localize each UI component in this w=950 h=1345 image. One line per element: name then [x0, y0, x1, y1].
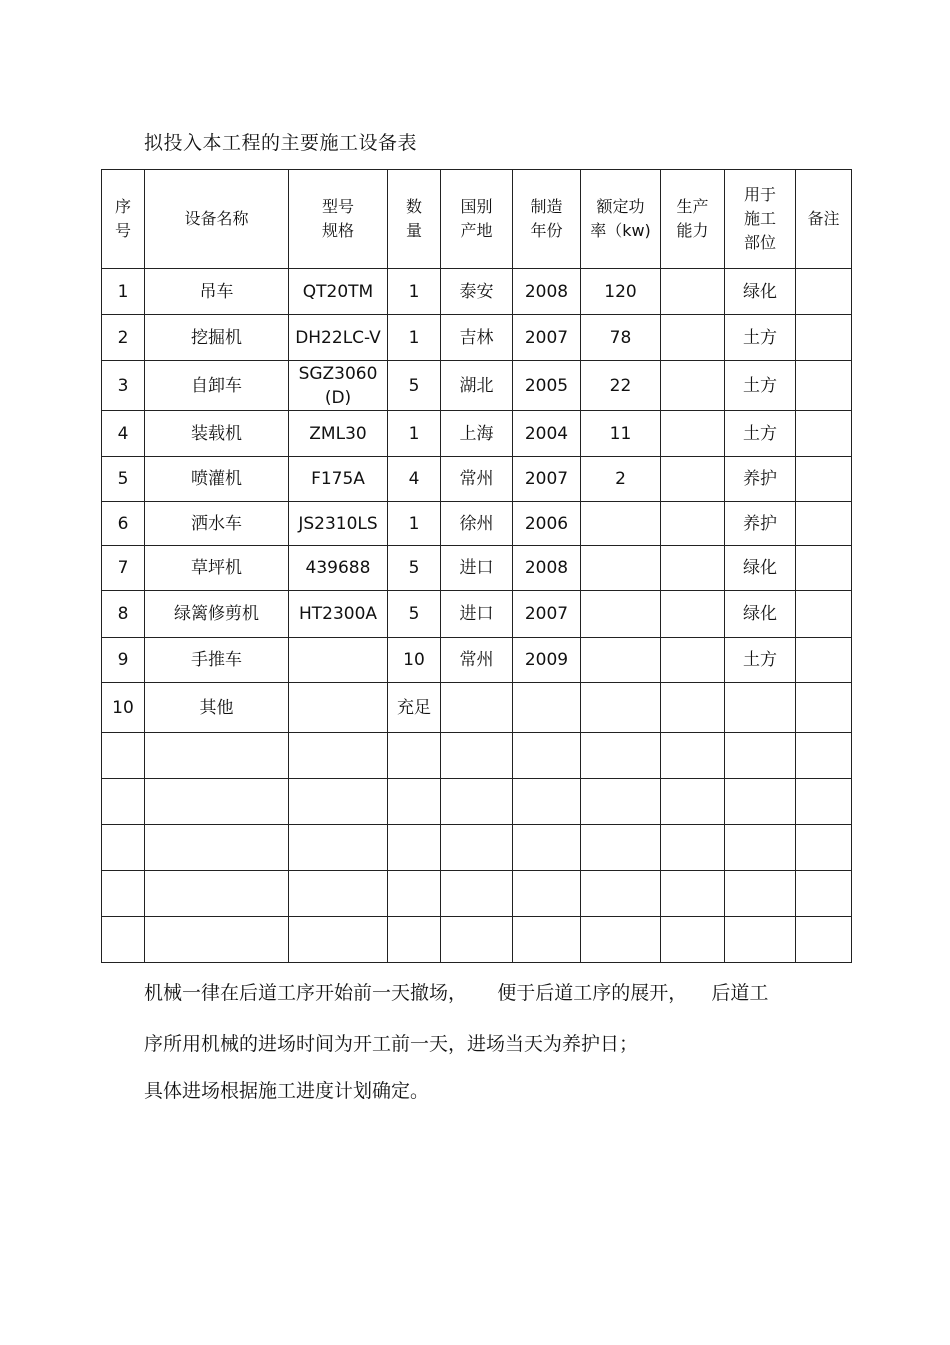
table-cell: [661, 638, 725, 683]
header-label: 号: [114, 221, 131, 240]
table-cell: [581, 591, 661, 638]
table-row: [102, 457, 852, 502]
table-cell: [725, 825, 796, 871]
table-cell: 绿化: [725, 546, 796, 591]
table-cell: 1: [102, 269, 145, 315]
header-label: 率（kw): [590, 221, 651, 240]
table-cell: 120: [581, 269, 661, 315]
table-cell: 2007: [513, 457, 581, 502]
table-cell: 洒水车: [145, 502, 289, 546]
table-cell: [581, 871, 661, 917]
table-cell: [102, 779, 145, 825]
table-cell: [661, 269, 725, 315]
header-label: 规格: [321, 221, 354, 240]
table-cell: 土方: [725, 315, 796, 361]
table-cell: 2008: [513, 269, 581, 315]
table-cell: [725, 779, 796, 825]
table-cell: [661, 871, 725, 917]
table-cell: [581, 779, 661, 825]
table-cell: [661, 683, 725, 733]
table-cell: [513, 733, 581, 779]
table-cell: 2004: [513, 411, 581, 457]
header-cell: [581, 170, 661, 269]
table-row: [102, 315, 852, 361]
table-cell: 喷灌机: [145, 457, 289, 502]
table-cell: 进口: [441, 591, 513, 638]
table-row: [102, 411, 852, 457]
table-cell: [102, 871, 145, 917]
table-cell: [513, 871, 581, 917]
table-cell: 1: [388, 411, 441, 457]
table-cell: [145, 733, 289, 779]
table-cell: [102, 825, 145, 871]
table-cell: [289, 825, 388, 871]
table-cell: 5: [388, 546, 441, 591]
table-cell: ZML30: [289, 411, 388, 457]
table-cell: 10: [102, 683, 145, 733]
header-label: 制造: [530, 197, 563, 216]
header-cell: [102, 170, 145, 269]
table-cell: [513, 917, 581, 963]
table-cell: [661, 457, 725, 502]
table-cell: 草坪机: [145, 546, 289, 591]
table-cell: 充足: [388, 683, 441, 733]
note-line-3: 具体进场根据施工进度计划确定。: [144, 1080, 430, 1102]
table-cell: [796, 825, 852, 871]
table-cell: HT2300A: [289, 591, 388, 638]
table-cell: [581, 733, 661, 779]
table-cell: JS2310LS: [289, 502, 388, 546]
table-cell: 进口: [441, 546, 513, 591]
header-cell: [796, 170, 852, 269]
table-cell: [725, 917, 796, 963]
table-cell: 2007: [513, 315, 581, 361]
table-cell: 5: [388, 591, 441, 638]
table-cell: [661, 733, 725, 779]
table-cell: [725, 733, 796, 779]
table-cell: [289, 638, 388, 683]
table-cell: F175A: [289, 457, 388, 502]
table-cell: 3: [102, 361, 145, 411]
table-cell: [796, 502, 852, 546]
table-cell: 5: [388, 361, 441, 411]
table-row: [102, 361, 852, 411]
table-cell: 4: [102, 411, 145, 457]
table-cell: [661, 315, 725, 361]
table-cell: [145, 871, 289, 917]
header-cell: [388, 170, 441, 269]
table-cell: [796, 917, 852, 963]
table-cell: 2009: [513, 638, 581, 683]
table-cell: 手推车: [145, 638, 289, 683]
header-label: 用于: [743, 185, 776, 204]
table-cell: 8: [102, 591, 145, 638]
table-cell: 7: [102, 546, 145, 591]
table-row: [102, 733, 852, 779]
table-cell: [388, 733, 441, 779]
table-cell: [661, 779, 725, 825]
page-title: 拟投入本工程的主要施工设备表: [144, 132, 418, 154]
header-cell: [513, 170, 581, 269]
table-cell: [289, 917, 388, 963]
table-cell: 常州: [441, 638, 513, 683]
table-row: [102, 502, 852, 546]
table-cell: 2: [581, 457, 661, 502]
table-cell: [796, 779, 852, 825]
table-row: [102, 269, 852, 315]
header-label: 型号: [321, 197, 354, 216]
table-cell: [441, 779, 513, 825]
table-cell: 11: [581, 411, 661, 457]
table-cell: [102, 917, 145, 963]
table-cell: 湖北: [441, 361, 513, 411]
table-cell: 土方: [725, 638, 796, 683]
table-cell: [796, 871, 852, 917]
table-cell: 1: [388, 502, 441, 546]
table-cell: [581, 825, 661, 871]
table-row: [102, 638, 852, 683]
header-label: 生产: [676, 197, 709, 216]
header-cell: [725, 170, 796, 269]
table-cell: 土方: [725, 361, 796, 411]
table-cell: [796, 411, 852, 457]
table-body: [102, 269, 852, 963]
note-line-2: 序所用机械的进场时间为开工前一天，进场当天为养护日；: [144, 1033, 639, 1055]
table-cell: [661, 502, 725, 546]
table-cell: 吉林: [441, 315, 513, 361]
table-cell: [289, 733, 388, 779]
table-cell: [661, 546, 725, 591]
table-cell: [661, 361, 725, 411]
table-row: [102, 546, 852, 591]
table-cell: [796, 457, 852, 502]
table-row: [102, 917, 852, 963]
table-cell: [145, 779, 289, 825]
note-line-1: 机械一律在后道工序开始前一天撤场， 便于后道工序的展开， 后道工: [144, 982, 769, 1004]
table-cell: [796, 638, 852, 683]
table-cell: [441, 683, 513, 733]
table-cell: 徐州: [441, 502, 513, 546]
table-cell: 吊车: [145, 269, 289, 315]
table-cell: [441, 917, 513, 963]
table-cell: [513, 825, 581, 871]
header-label: 国别: [460, 197, 493, 216]
table-cell: [289, 683, 388, 733]
table-cell: [796, 683, 852, 733]
table-cell: [581, 917, 661, 963]
table-cell: 2007: [513, 591, 581, 638]
table-cell: DH22LC-V: [289, 315, 388, 361]
table-cell: 10: [388, 638, 441, 683]
header-label: 量: [405, 221, 422, 240]
header-label: 施工: [743, 209, 776, 228]
table-cell: [661, 917, 725, 963]
table-cell: 自卸车: [145, 361, 289, 411]
table-cell: [581, 502, 661, 546]
table-cell: [388, 825, 441, 871]
table-cell: 78: [581, 315, 661, 361]
table-cell: [441, 733, 513, 779]
table-cell: [388, 917, 441, 963]
table-cell: 上海: [441, 411, 513, 457]
table-cell: [581, 546, 661, 591]
table-cell: [581, 638, 661, 683]
table-cell: [513, 779, 581, 825]
header-cell: [289, 170, 388, 269]
table-cell: 土方: [725, 411, 796, 457]
header-label: 序: [114, 197, 131, 216]
table-header-row: [102, 170, 852, 269]
header-label: 部位: [743, 233, 776, 252]
table-cell: 6: [102, 502, 145, 546]
table-cell: [145, 825, 289, 871]
table-cell: 2005: [513, 361, 581, 411]
table-cell: [441, 825, 513, 871]
header-label: 数: [405, 197, 422, 216]
table-cell: 装载机: [145, 411, 289, 457]
table-cell: [661, 591, 725, 638]
table-row: [102, 683, 852, 733]
header-label: 额定功: [596, 197, 645, 216]
table-cell: 439688: [289, 546, 388, 591]
table-cell: [725, 683, 796, 733]
table-cell: 养护: [725, 457, 796, 502]
table-cell: 常州: [441, 457, 513, 502]
table-cell: 5: [102, 457, 145, 502]
table-cell: [796, 269, 852, 315]
table-cell: 挖掘机: [145, 315, 289, 361]
table-cell: [289, 871, 388, 917]
table-cell: [661, 825, 725, 871]
table-cell: SGZ3060(D): [289, 361, 388, 411]
table-cell: 绿化: [725, 269, 796, 315]
table-cell: 4: [388, 457, 441, 502]
table-cell: 2: [102, 315, 145, 361]
table-row: [102, 779, 852, 825]
equipment-table: [101, 169, 852, 963]
header-label: 产地: [460, 221, 493, 240]
table-cell: 其他: [145, 683, 289, 733]
table-cell: [796, 733, 852, 779]
table-cell: 2008: [513, 546, 581, 591]
header-label: 备注: [807, 209, 840, 228]
table-cell: [513, 683, 581, 733]
header-label: 年份: [530, 221, 563, 240]
header-cell: [145, 170, 289, 269]
table-cell: 养护: [725, 502, 796, 546]
header-label: 能力: [676, 221, 709, 240]
table-cell: 22: [581, 361, 661, 411]
table-cell: [145, 917, 289, 963]
table-cell: [725, 871, 796, 917]
table-cell: 绿篱修剪机: [145, 591, 289, 638]
header-cell: [441, 170, 513, 269]
table-cell: [796, 315, 852, 361]
table-cell: QT20TM: [289, 269, 388, 315]
header-label: 设备名称: [184, 209, 249, 228]
table-cell: [388, 779, 441, 825]
table-cell: [581, 683, 661, 733]
table-cell: [102, 733, 145, 779]
table-row: [102, 591, 852, 638]
table-row: [102, 825, 852, 871]
table-cell: [661, 411, 725, 457]
table-cell: 2006: [513, 502, 581, 546]
table-cell: [289, 779, 388, 825]
table-cell: 绿化: [725, 591, 796, 638]
table-cell: [796, 546, 852, 591]
table-cell: [796, 591, 852, 638]
table-cell: [441, 871, 513, 917]
table-row: [102, 871, 852, 917]
table-cell: 9: [102, 638, 145, 683]
table-cell: 1: [388, 315, 441, 361]
table-cell: 泰安: [441, 269, 513, 315]
table-cell: 1: [388, 269, 441, 315]
header-cell: [661, 170, 725, 269]
table-cell: [796, 361, 852, 411]
table-cell: [388, 871, 441, 917]
